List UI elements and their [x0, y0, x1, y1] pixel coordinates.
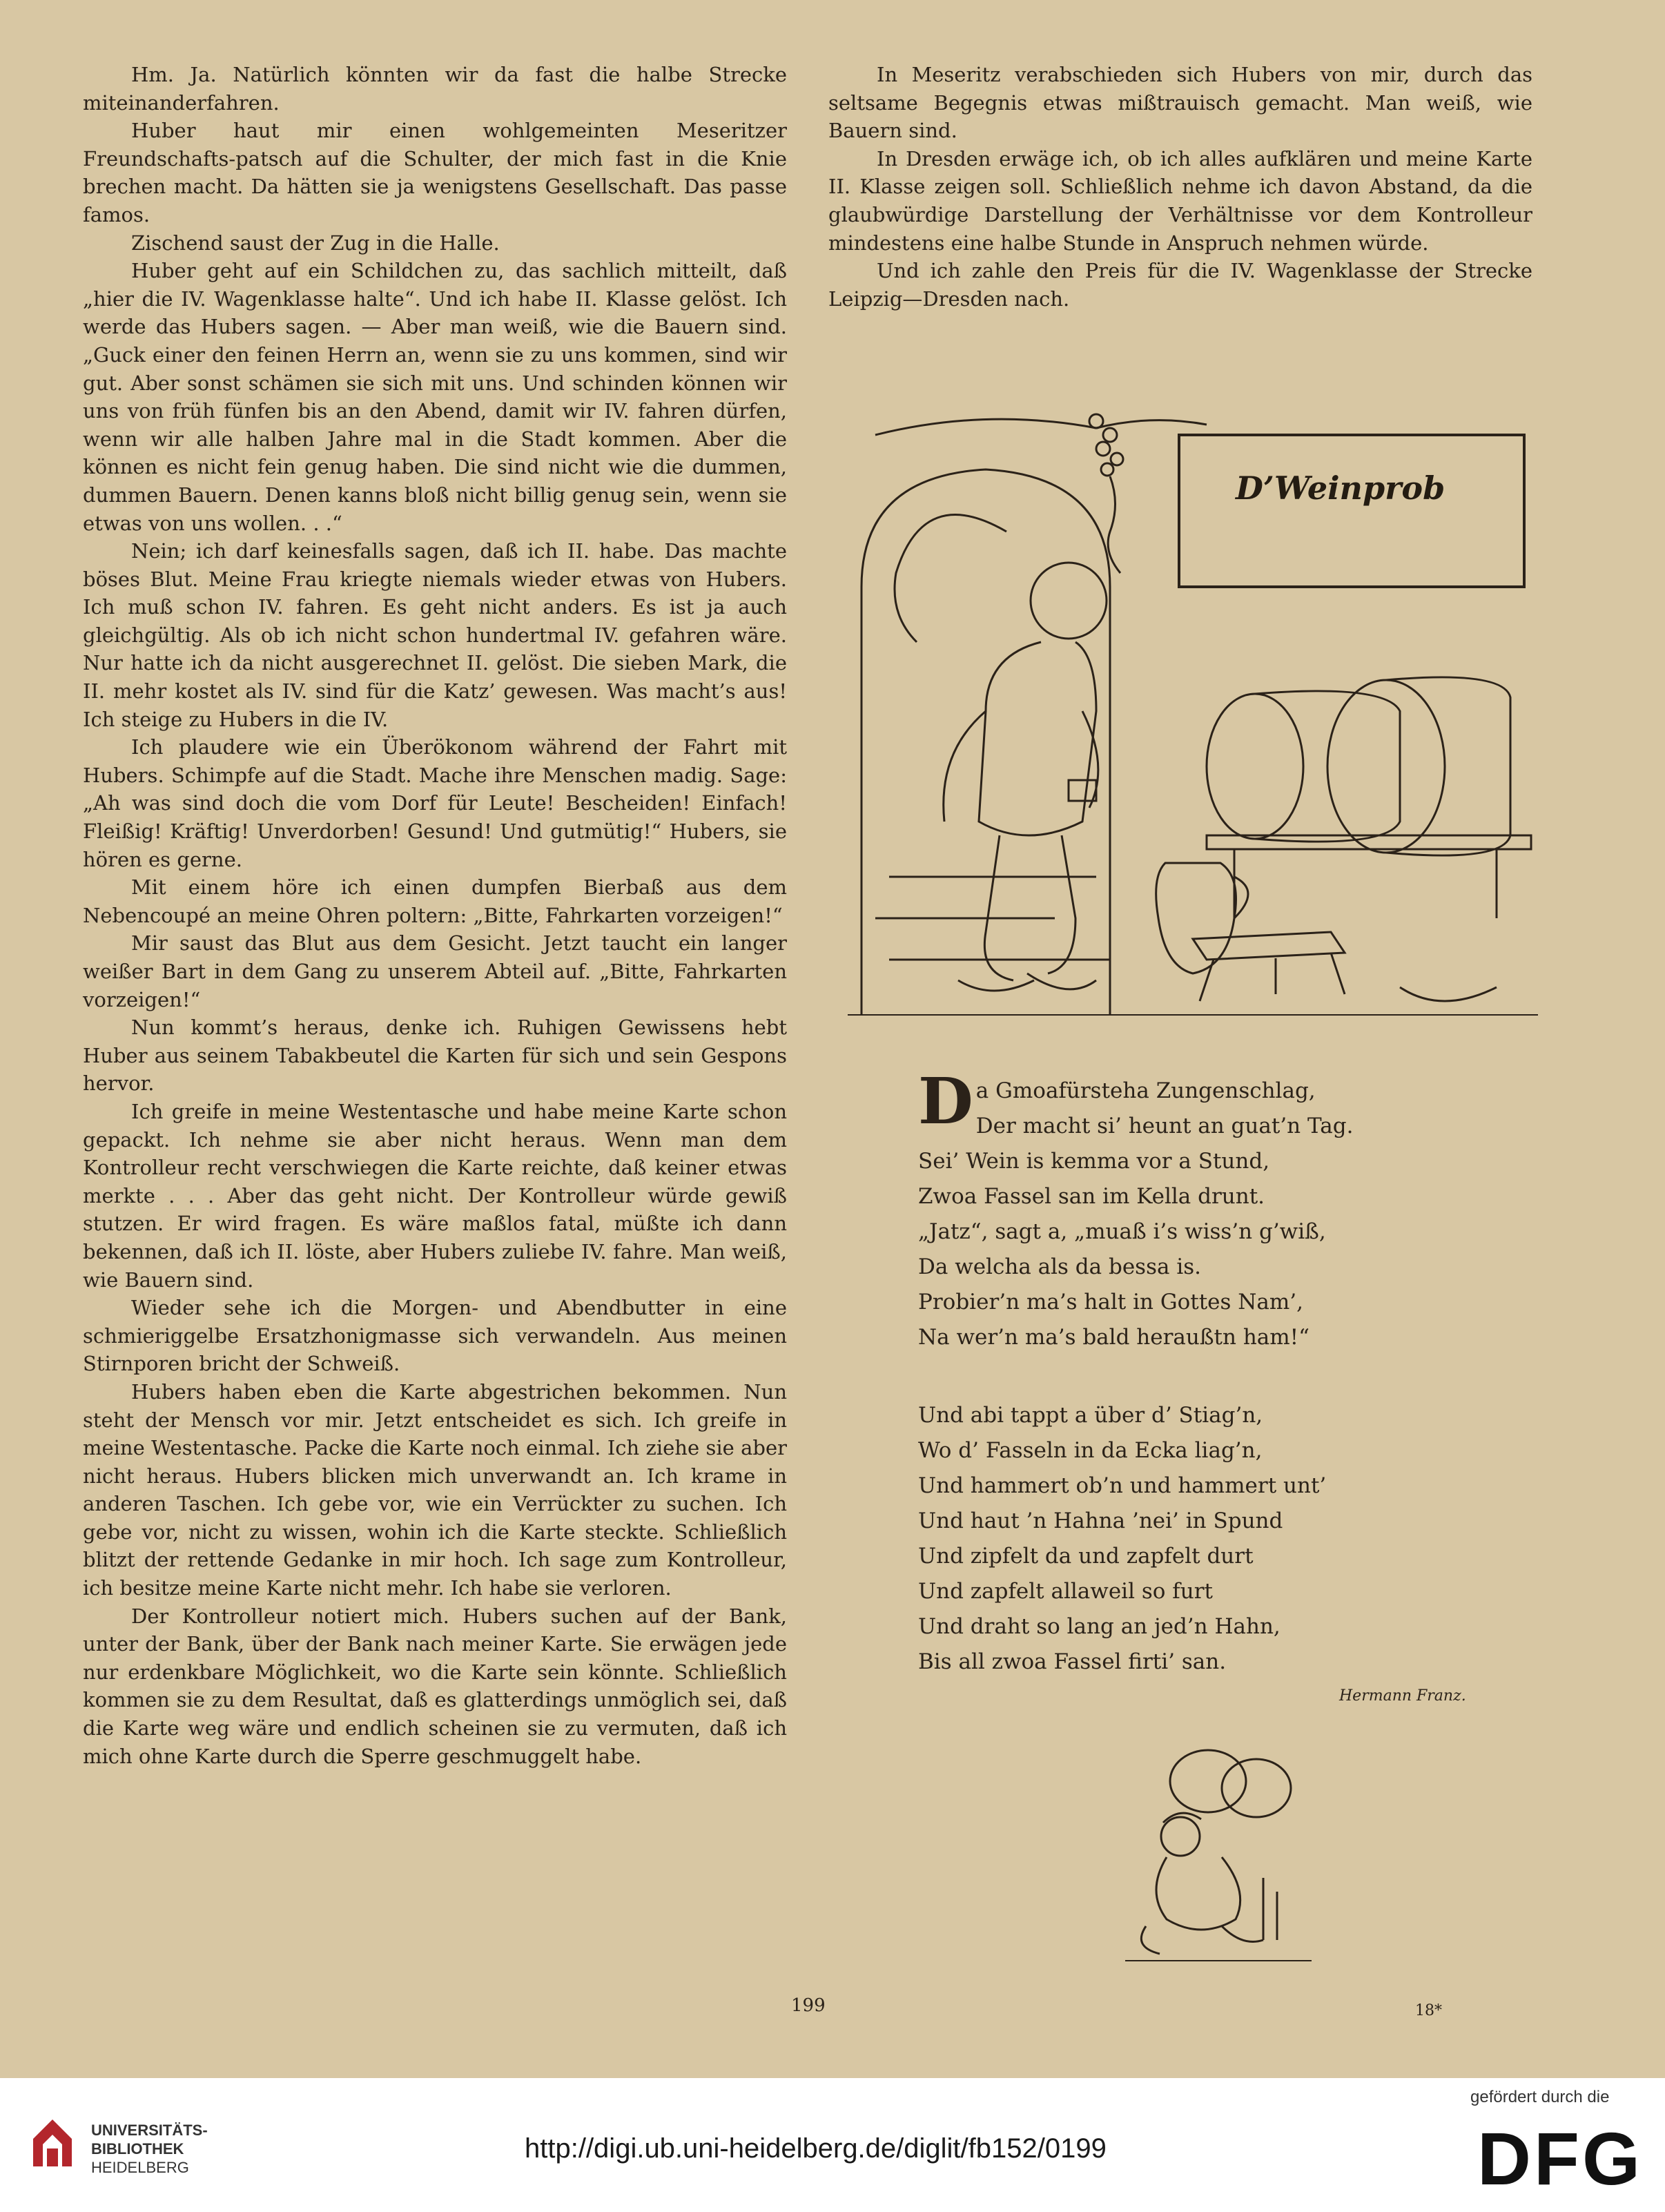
funding-note: gefördert durch die [1470, 2088, 1610, 2106]
paragraph: Ich plaudere wie ein Überökonom während der Fahrt mit Hubers. Schimpfe auf die Stadt. Mache ihre Menschen madig. Sage: „Ah was sind doch die vom Dorf für Leute! Bescheiden! Einfach! Fleißig! Kräftig! Unverdorben! Gesund! Und gutmütig!“ Hubers, sie hören es gerne. [83, 735, 787, 871]
library-name-line: HEIDELBERG [91, 2159, 189, 2176]
paragraph: Huber geht auf ein Schildchen zu, das sachlich mitteilt, daß „hier die IV. Wagenklasse halte“. Und ich habe II. Klasse gelöst. Ich werde das Hubers sagen. — Aber man weiß, wie die Bauern sind. „Guck einer den feinen Herrn an, wenn sie zu uns kommen, sind wir gut. Aber sonst schämen sie sich mit uns. Und schinden können wir uns von früh fünfen bis an den Abend, damit wir IV. fahren dürfen, wenn wir alle halben Jahre mal in die Stadt kommen. Aber die können es nicht fein genug haben. Die sind nicht wie die dummen, dummen Bauern. Denen kanns bloß nicht billig genug sein, wenn sie etwas von uns wollen. . .“ [83, 259, 787, 535]
poem-line: Und zipfelt da und zapfelt durt [918, 1544, 1254, 1569]
vignette-illustration [1104, 1740, 1332, 1968]
poem-line: Zwoa Fassel san im Kella drunt. [918, 1184, 1265, 1209]
paragraph: In Dresden erwäge ich, ob ich alles aufklären und meine Karte II. Klasse zeigen soll. Schließlich nehme ich davon Abstand, da die glaubwürdige Darstellung der Verhältnisse vor dem Kontrolleur mindestens eine halbe Stunde in Anspruch nehmen würde. [828, 146, 1532, 255]
paragraph: Hm. Ja. Natürlich könnten wir da fast die halbe Strecke miteinanderfahren. [83, 63, 787, 115]
poem-line: Und zapfelt allaweil so furt [918, 1579, 1213, 1604]
paragraph: Ich greife in meine Westentasche und habe meine Karte schon gepackt. Ich nehme sie aber nicht heraus. Wenn man dem Kontrolleur recht verschwiegen die Karte reichte, daß keiner etwas merkte . . . Aber das geht nicht. Der Kontrolleur würde gewiß stutzen. Er wird fragen. Es wäre maßlos fatal, müßte ich dann bekennen, daß ich II. löste, aber Hubers zuliebe IV. fahre. Man weiß, wie Bauern sind. [83, 1099, 787, 1292]
poem-line: Na wer’n ma’s bald heraußtn ham!“ [918, 1325, 1309, 1350]
dfg-logo: DFG [1477, 2117, 1643, 2200]
poem-stanza-1 [918, 1064, 1505, 1355]
paragraph: Mit einem höre ich einen dumpfen Bierbaß aus dem Nebencoupé an meine Ohren poltern: „Bitte, Fahrkarten vorzeigen!“ [83, 875, 787, 927]
poem-author: Hermann Franz. [1339, 1687, 1466, 1705]
poem-line: a Gmoafürsteha Zungenschlag, [975, 1078, 1316, 1103]
paragraph: Huber haut mir einen wohlgemeinten Meseritzer Freundschafts-patsch auf die Schulter, der mich fast in die Knie brechen macht. Da hätten sie ja wenigstens Gesellschaft. Das passe famos. [83, 119, 787, 226]
paragraph: Wieder sehe ich die Morgen- und Abendbutter in eine schmieriggelbe Ersatzhonigmasse sich verwandeln. Aus meinen Stirnporen bricht der Schweiß. [83, 1296, 787, 1376]
library-name [91, 2121, 208, 2177]
paragraph: Mir saust das Blut aus dem Gesicht. Jetzt taucht ein langer weißer Bart in dem Gang zu unserem Abteil auf. „Bitte, Fahrkarten vorzeigen!“ [83, 931, 787, 1011]
poem-line: Und abi tappt a über d’ Stiag’n, [918, 1403, 1263, 1428]
poem-line: Probier’n ma’s halt in Gottes Nam’, [918, 1290, 1303, 1314]
paragraph: Zischend saust der Zug in die Halle. [131, 231, 500, 255]
poem-line: Und draht so lang an jed’n Hahn, [918, 1614, 1281, 1639]
poem-line: Bis all zwoa Fassel firti’ san. [918, 1649, 1227, 1674]
poem-line: Da welcha als da bessa is. [918, 1254, 1202, 1279]
library-name-line: BIBLIOTHEK [91, 2140, 184, 2157]
sign-title: D’Weinprob [1236, 469, 1445, 507]
left-text-column [83, 61, 787, 1770]
poem-line: Wo d’ Fasseln in da Ecka liag’n, [918, 1438, 1263, 1463]
signature-mark: 18* [1415, 2002, 1442, 2019]
paragraph: Nun kommt’s heraus, denke ich. Ruhigen Gewissens hebt Huber aus seinem Tabakbeutel die Karten für sich und sein Gespons hervor. [83, 1016, 787, 1096]
permalink-url[interactable]: http://digi.ub.uni-heidelberg.de/diglit/fb152/0199 [525, 2133, 1107, 2164]
library-name-line: UNIVERSITÄTS- [91, 2122, 208, 2139]
paragraph: Der Kontrolleur notiert mich. Hubers suchen auf der Bank, unter der Bank, über der Bank nach meiner Karte. Sie erwägen jede nur erdenkbare Möglichkeit, wo die Karte sein könnte. Schließlich kommen sie zu dem Resultat, daß es glatterdings unmöglich sei, daß die Karte weg wäre und endlich scheinen sie zu vermuten, daß ich mich ohne Karte durch die Sperre geschmuggelt habe. [83, 1604, 787, 1768]
paragraph: Und ich zahle den Preis für die IV. Wagenklasse der Strecke Leipzig—Dresden nach. [828, 259, 1532, 311]
library-logo-icon [19, 2111, 86, 2177]
poem-line: „Jatz“, sagt a, „muaß i’s wiss’n g’wiß, [918, 1219, 1326, 1244]
paragraph: Nein; ich darf keinesfalls sagen, daß ich II. habe. Das machte böses Blut. Meine Frau kriegte niemals wieder etwas von Hubers. Ich muß schon IV. fahren. Es geht nicht anders. Es ist ja auch gleichgültig. Als ob ich nicht schon hundertmal IV. gefahren wäre. Nur hatte ich da nicht ausgerechnet II. gelöst. Die sieben Mark, die II. mehr kostet als IV. sind für die Katz’ gewesen. Was macht’s aus! Ich steige zu Hubers in die IV. [83, 539, 787, 731]
poem-line: Der macht si’ heunt an guat’n Tag. [975, 1114, 1354, 1138]
page-number: 199 [791, 1995, 826, 2016]
poem-line: Und haut ’n Hahna ’nei’ in Spund [918, 1508, 1283, 1533]
digitization-footer [0, 2078, 1665, 2212]
poem-line: Und hammert ob’n und hammert unt’ [918, 1473, 1327, 1498]
paragraph: In Meseritz verabschieden sich Hubers von mir, durch das seltsame Begegnis etwas mißtrauisch gemacht. Man weiß, wie Bauern sind. [828, 63, 1532, 143]
right-text-column [828, 61, 1532, 313]
paragraph: Hubers haben eben die Karte abgestrichen bekommen. Nun steht der Mensch vor mir. Jetzt entscheidet es sich. Ich greife in meine Westentasche. Packe die Karte noch einmal. Ich ziehe sie aber nicht heraus. Hubers blicken mich unverwandt an. Ich krame in anderen Taschen. Ich gebe vor, wie ein Verrückter zu suchen. Ich gebe vor, nicht zu wissen, wohin ich die Karte steckte. Schließlich blitzt der rettende Gedanke in mir hoch. Ich sage zum Kontrolleur, ich besitze meine Karte nicht mehr. Ich habe sie verloren. [83, 1379, 787, 1600]
poem-stanza-2 [918, 1398, 1505, 1680]
poem-line: Sei’ Wein is kemma vor a Stund, [918, 1149, 1270, 1174]
drop-cap: D [918, 1064, 973, 1138]
